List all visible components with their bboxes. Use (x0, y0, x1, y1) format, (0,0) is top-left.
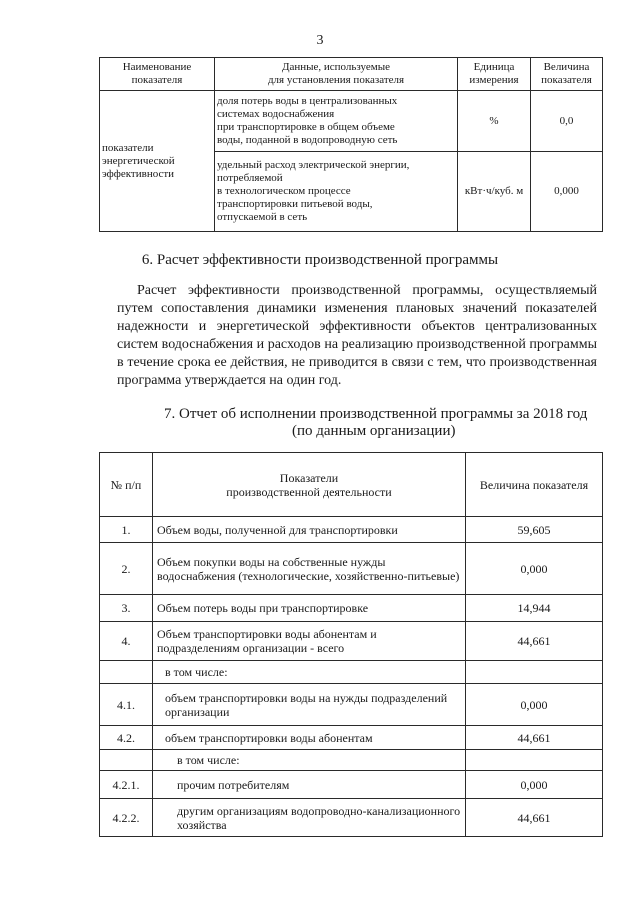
table1-header-row (100, 58, 603, 91)
table-row (100, 726, 603, 750)
table1-row (100, 91, 603, 152)
header-text: Наименование (122, 61, 192, 73)
row-num: 4.1. (100, 684, 153, 726)
row-data-line: потребляемой (217, 172, 283, 184)
row-data-line: системах водоснабжения (217, 108, 335, 120)
row-name: Объем транспортировки воды абонентам и подразделениям организации - всего (153, 622, 466, 661)
row-name: в том числе: (153, 661, 466, 684)
header-text: производственной деятельности (226, 484, 392, 499)
row-data-cell (215, 152, 458, 232)
group-name-line: эффективности (102, 167, 175, 180)
table-row (100, 543, 603, 595)
row-value: 0,000 (466, 543, 603, 595)
section-7-title-line2: (по данным организации) (292, 423, 456, 439)
row-num: 3. (100, 595, 153, 622)
table-row (100, 517, 603, 543)
row-value: 44,661 (466, 726, 603, 750)
row-value (466, 661, 603, 684)
row-name: другим организациям водопроводно-канализационного хозяйства (153, 799, 466, 837)
header-text: Показатели (279, 470, 339, 485)
row-value: 44,661 (466, 799, 603, 837)
row-value-cell: 0,0 (531, 91, 603, 152)
header-text: показателя (541, 74, 592, 86)
table-row (100, 750, 603, 771)
header-num: № п/п (100, 453, 153, 517)
row-value: 0,000 (466, 684, 603, 726)
row-num: 4.2. (100, 726, 153, 750)
header-value: Величина показателя (466, 453, 603, 517)
table-row (100, 661, 603, 684)
section-7-title-line1: 7. Отчет об исполнении производственной программы за 2018 год (164, 406, 588, 422)
header-text: Величина (543, 61, 590, 73)
row-value: 44,661 (466, 622, 603, 661)
header-text: Единица (473, 61, 515, 73)
row-data-line: при транспортировке в общем объеме (217, 121, 395, 133)
header-text: измерения (469, 74, 519, 86)
table-row (100, 622, 603, 661)
group-name-cell (100, 91, 215, 232)
table-row (100, 799, 603, 837)
row-data-line: доля потерь воды в централизованных (217, 95, 398, 107)
row-name: прочим потребителям (153, 771, 466, 799)
section-6-paragraph (117, 282, 597, 390)
row-num: 2. (100, 543, 153, 595)
row-value: 0,000 (466, 771, 603, 799)
header-text: для установления показателя (267, 74, 405, 86)
row-unit-cell: % (458, 91, 531, 152)
row-unit-cell: кВт·ч/куб. м (458, 152, 531, 232)
row-name: объем транспортировки воды абонентам (153, 726, 466, 750)
group-name-line: энергетической (102, 154, 175, 167)
row-name: объем транспортировки воды на нужды подразделений организации (153, 684, 466, 726)
header-indicators (153, 453, 466, 517)
row-data-line: удельный расход электрической энергии, (217, 159, 410, 171)
header-indicator-name (100, 58, 215, 91)
row-data-cell (215, 91, 458, 152)
row-name: в том числе: (153, 750, 466, 771)
table-row (100, 595, 603, 622)
row-num (100, 661, 153, 684)
row-num: 1. (100, 517, 153, 543)
row-data-line: отпускаемой в сеть (217, 211, 308, 223)
header-text: показателя (131, 74, 183, 86)
row-value-cell: 0,000 (531, 152, 603, 232)
section-6-title: 6. Расчет эффективности производственной программы (141, 252, 499, 268)
table-row (100, 771, 603, 799)
row-value: 14,944 (466, 595, 603, 622)
page-number: 3 (316, 33, 324, 48)
row-name: Объем покупки воды на собственные нужды водоснабжения (технологические, хозяйственно-питьевые) (153, 543, 466, 595)
row-num: 4.2.2. (100, 799, 153, 837)
energy-efficiency-table (99, 57, 603, 232)
row-name: Объем потерь воды при транспортировке (153, 595, 466, 622)
row-value: 59,605 (466, 517, 603, 543)
row-value (466, 750, 603, 771)
row-data-line: в технологическом процессе (217, 185, 351, 197)
section-7-title (130, 406, 610, 440)
header-data-used (215, 58, 458, 91)
row-name: Объем воды, полученной для транспортировки (153, 517, 466, 543)
row-data-line: воды, поданной в водопроводную сеть (217, 134, 398, 146)
group-name-line: показатели (102, 141, 154, 154)
section-6-text: Расчет эффективности производственной программы, осуществляемый путем сопоставления динамики изменения плановых значений показателей надежности и энергетической эффективности объектов централизованных систем водоснабжения и расходов на реализацию производственной программы в течение срока ее действия, не приводится в связи с тем, что производственная программа утверждается на один год. (117, 283, 597, 388)
row-num (100, 750, 153, 771)
production-report-table (99, 452, 603, 837)
row-num: 4. (100, 622, 153, 661)
row-data-line: транспортировки питьевой воды, (217, 198, 373, 210)
header-value (531, 58, 603, 91)
table2-header-row (100, 453, 603, 517)
table-row (100, 684, 603, 726)
header-unit (458, 58, 531, 91)
header-text: Данные, используемые (281, 61, 391, 73)
row-num: 4.2.1. (100, 771, 153, 799)
